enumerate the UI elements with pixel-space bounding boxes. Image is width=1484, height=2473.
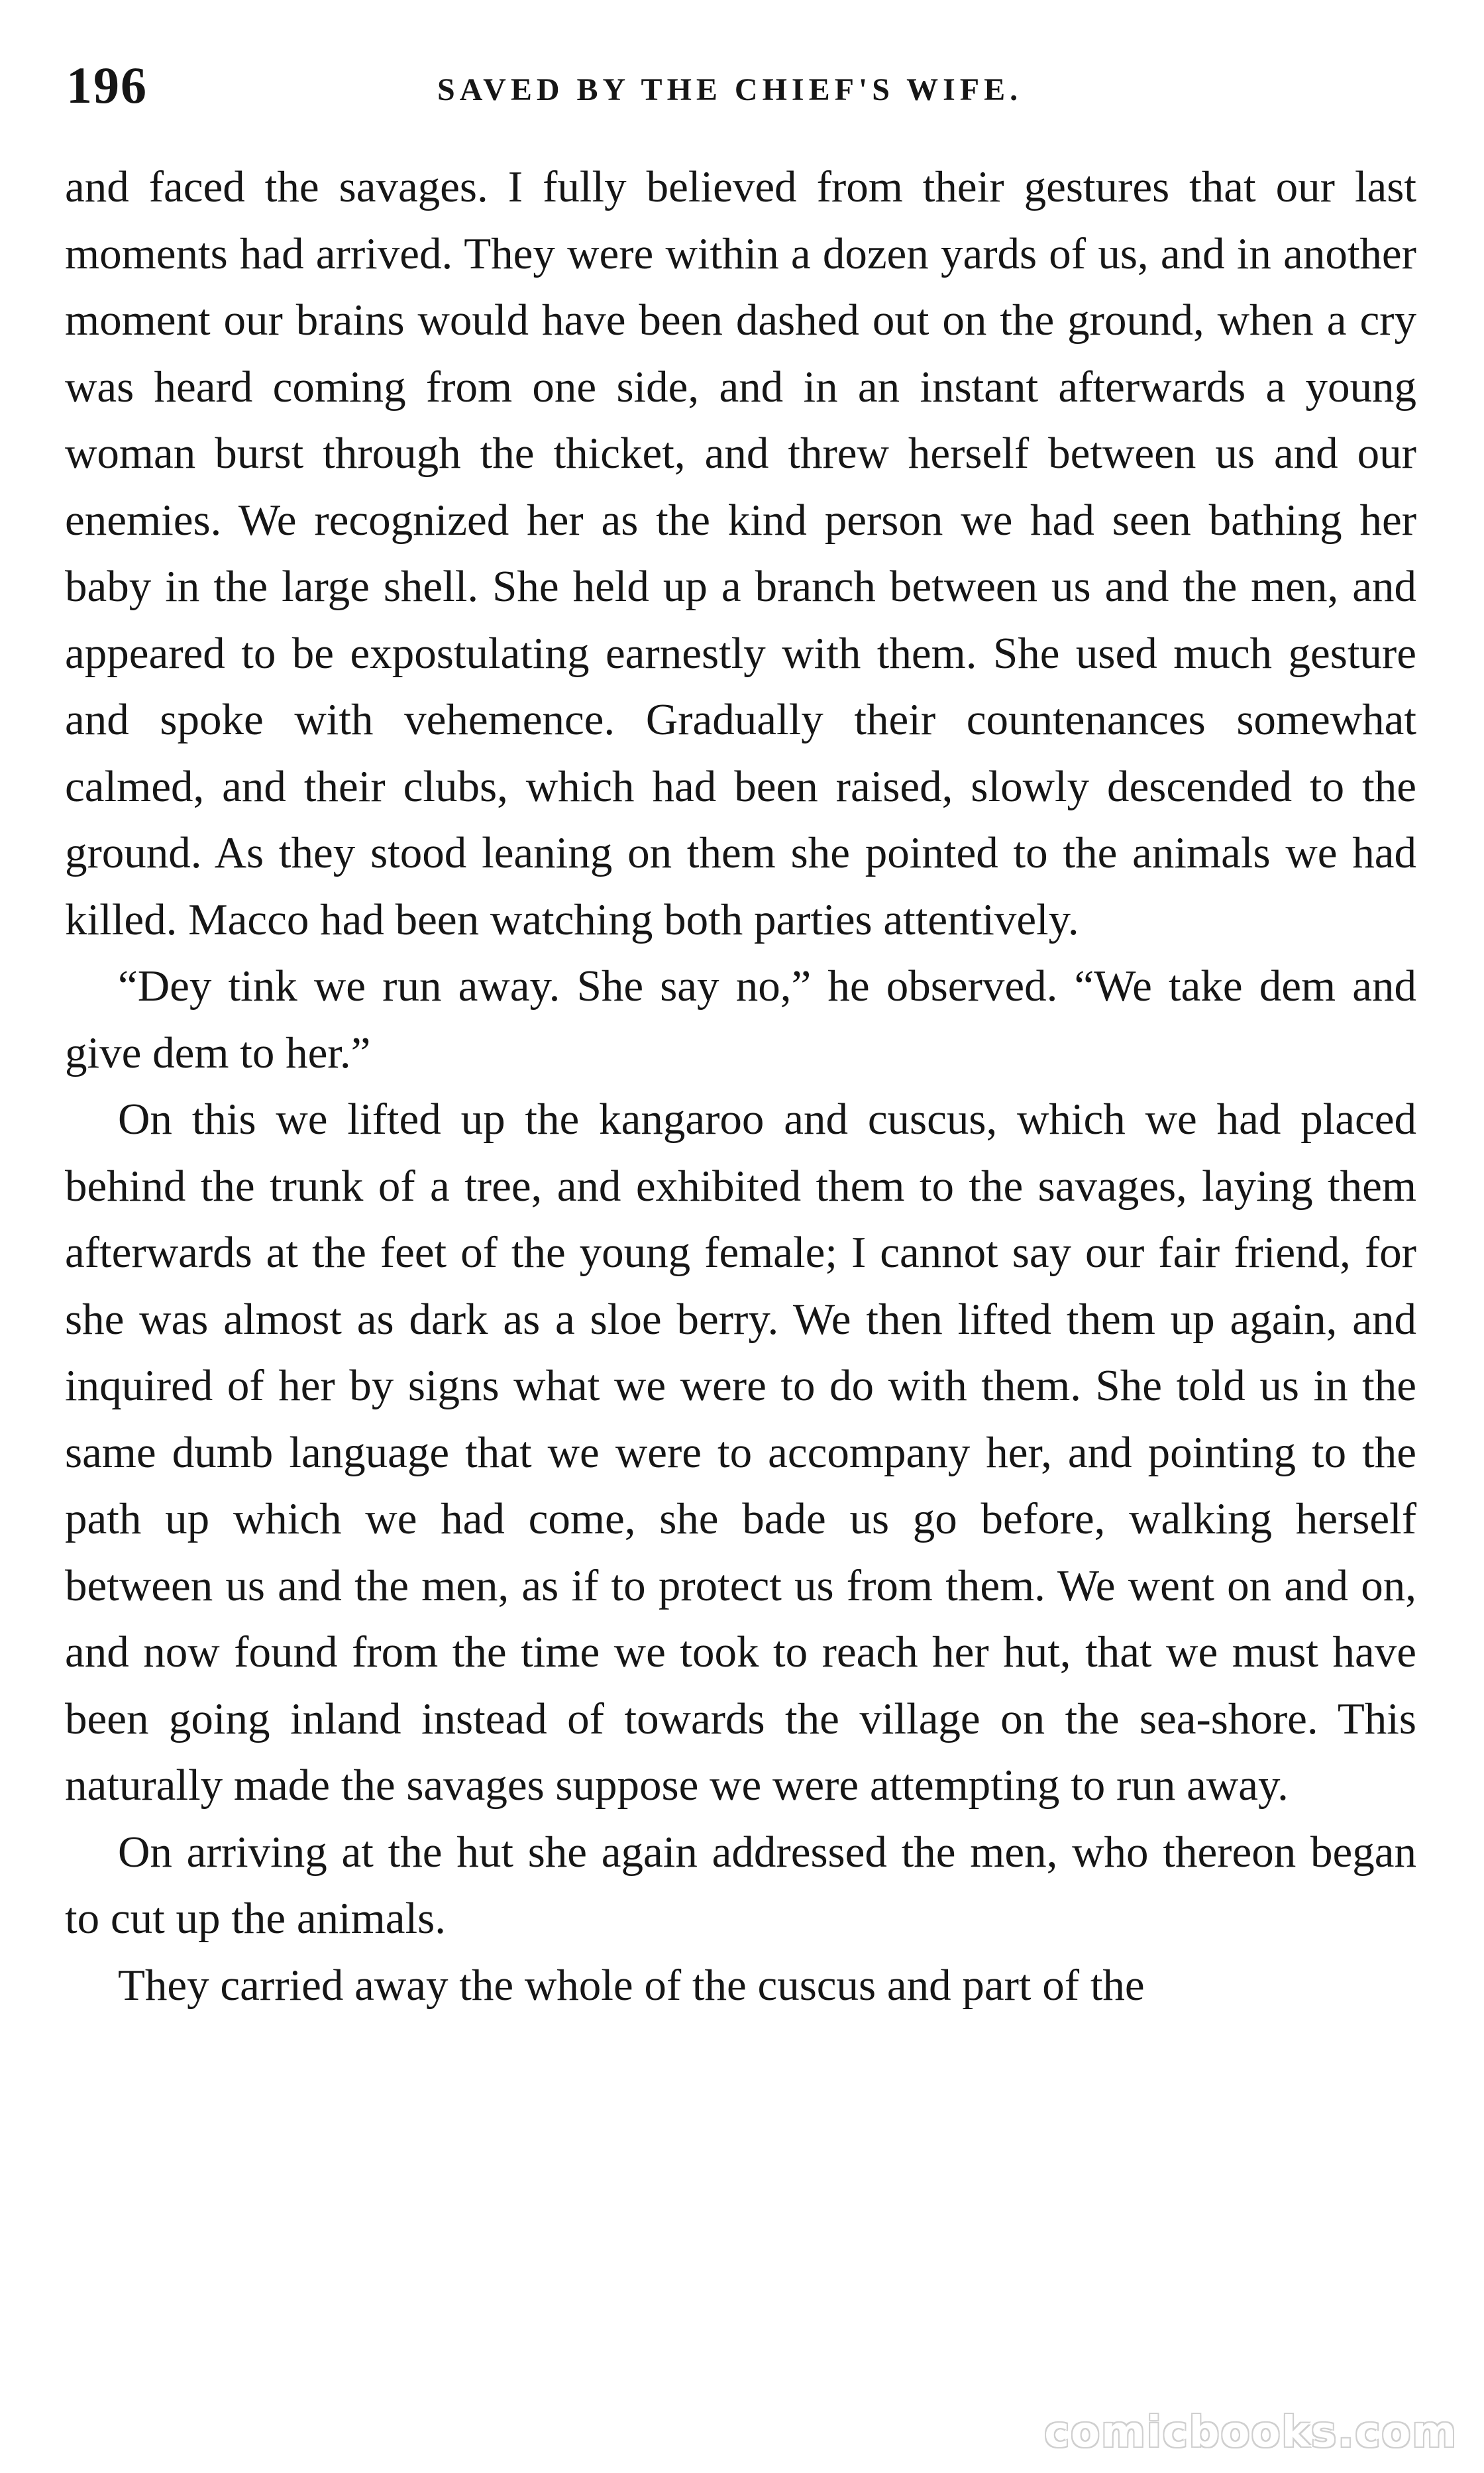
page-header	[66, 56, 1418, 122]
paragraph: On this we lifted up the kangaroo and cuscus, which we had placed behind the trunk of a tree, and exhibited them to the savages, laying them afterwards at the feet of the young female; I cannot say our fair friend, for she was almost as dark as a sloe berry. We then lifted them up again, and inquired of her by signs what we were to do with them. She told us in the same dumb language that we were to accompany her, and pointing to the path up which we had come, she bade us go before, walking herself between us and the men, as if to protect us from them. We went on and on, and now found from the time we took to reach her hut, that we must have been going inland instead of towards the village on the sea-shore. This naturally made the savages suppose we were attempting to run away.	[65, 1095, 1416, 1810]
paragraph: On arriving at the hut she again addressed the men, who thereon began to cut up the animals.	[65, 1827, 1416, 1943]
page-number: 196	[66, 56, 148, 114]
watermark: comicbooks.com	[1044, 2408, 1458, 2457]
paragraph: They carried away the whole of the cuscus and part of the	[118, 1960, 1145, 2010]
running-title: SAVED BY THE CHIEF'S WIFE.	[437, 72, 1023, 107]
paragraph: and faced the savages. I fully believed from their gestures that our last moments had arrived. They were within a dozen yards of us, and in another moment our brains would have been dashed out on the ground, when a cry was heard coming from one side, and in an instant afterwards a young woman burst through the thicket, and threw herself between us and our enemies. We recognized her as the kind person we had seen bathing her baby in the large shell. She held up a branch between us and the men, and appeared to be expostulating earnestly with them. She used much gesture and spoke with vehemence. Gradually their countenances somewhat calmed, and their clubs, which had been raised, slowly descended to the ground. As they stood leaning on them she pointed to the animals we had killed. Macco had been watching both parties attentively.	[65, 162, 1416, 944]
paragraph: “Dey tink we run away. She say no,” he observed. “We take dem and give dem to her.”	[65, 962, 1416, 1077]
body-text	[65, 154, 1416, 2018]
